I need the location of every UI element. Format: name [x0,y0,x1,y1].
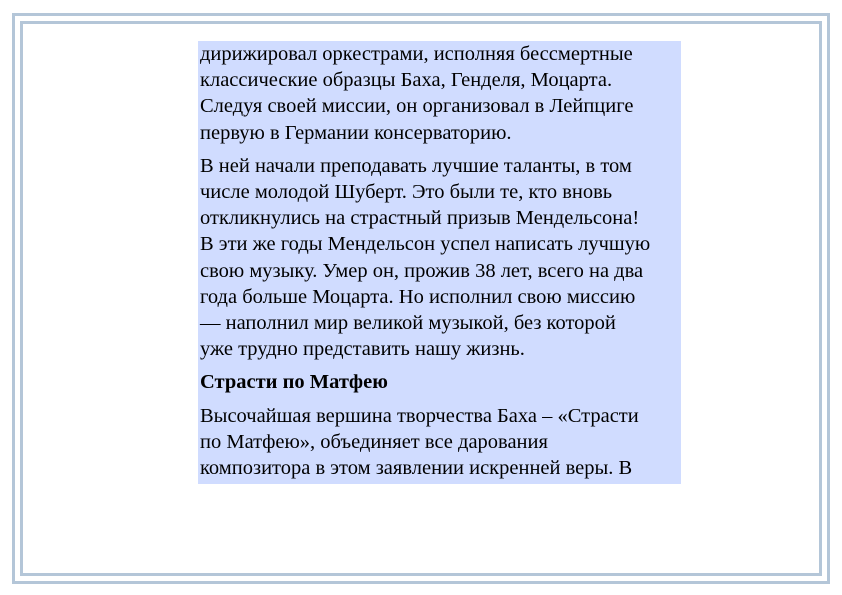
paragraph-2 [200,153,675,363]
text-line: дирижировал оркестрами, исполняя бессмертные [200,43,633,65]
text-line: года больше Моцарта. Но исполнил свою миссию [200,285,636,308]
paragraph-3 [200,403,675,482]
text-line: по Матфею», объединяет все дарования [200,430,548,453]
paragraph-1 [200,41,675,146]
text-line: первую в Германии консерваторию. [200,121,512,144]
text-line: В ней начали преподавать лучшие таланты, в том [200,154,632,177]
text-line: композитора в этом заявлении искренней веры. В [200,457,633,480]
text-line: В эти же годы Мендельсон успел написать лучшую [200,233,651,256]
text-line: числе молодой Шуберт. Это были те, кто вновь [200,181,613,204]
section-heading: Страсти по Матфею [200,371,388,394]
text-line: свою музыку. Умер он, прожив 38 лет, всего на два [200,259,644,282]
text-line: Высочайшая вершина творчества Баха – «Страсти [200,404,639,427]
text-line: откликнулись на страстный призыв Мендельсона! [200,207,640,230]
text-line: классические образцы Баха, Генделя, Моцарта. [200,69,613,92]
text-line: — наполнил мир великой музыкой, без которой [200,312,616,335]
text-line: уже трудно представить нашу жизнь. [200,338,525,361]
text-content-block [198,41,681,484]
text-line: Следуя своей миссии, он организовал в Лейпциге [200,95,634,118]
